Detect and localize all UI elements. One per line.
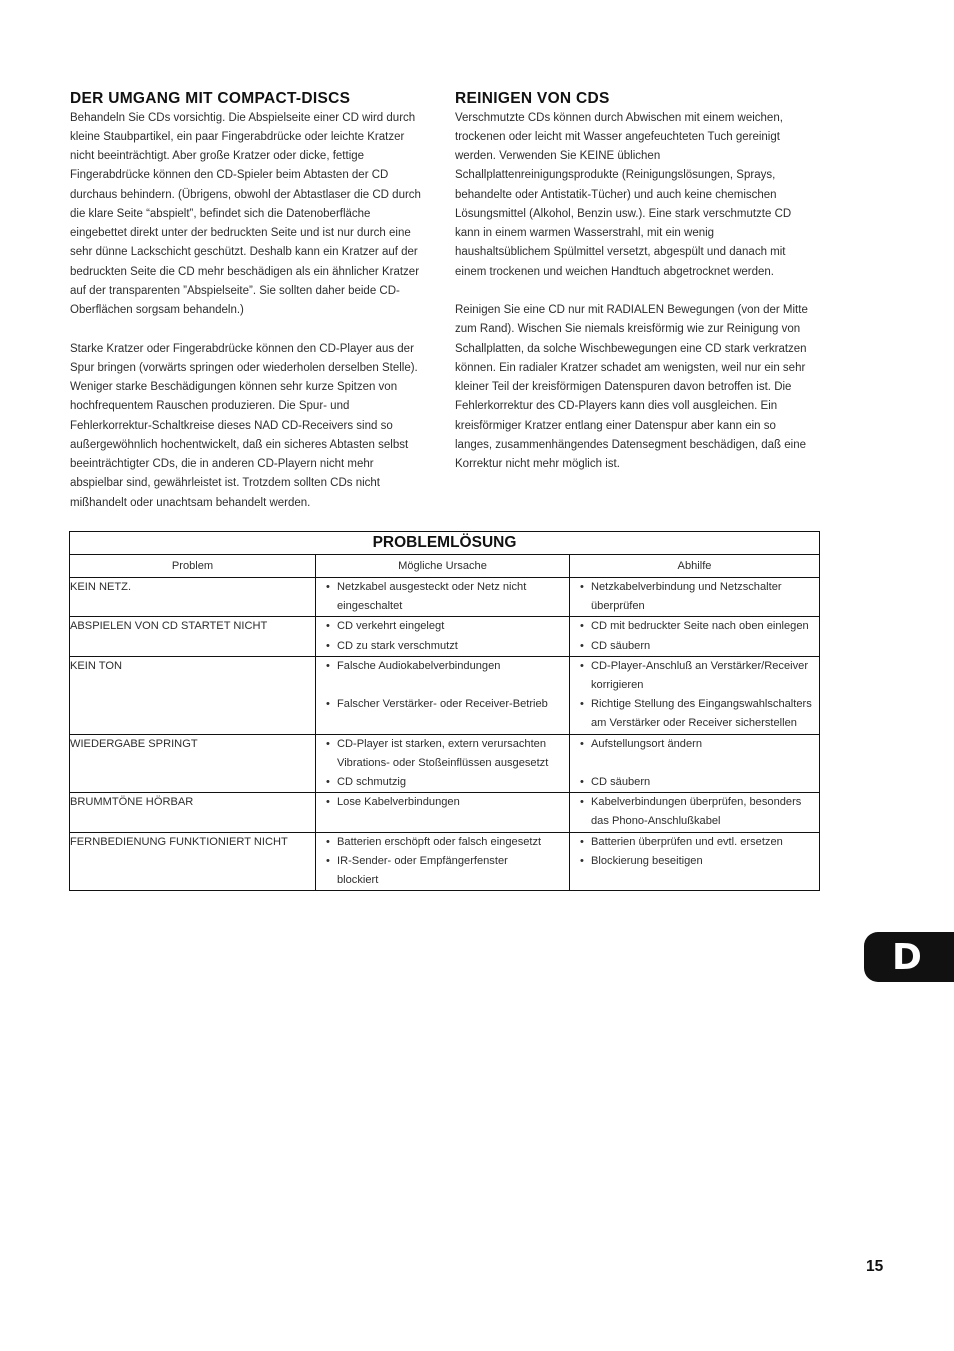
remedy-text: das Phono-Anschlußkabel	[591, 815, 721, 828]
cause-cell	[316, 734, 570, 793]
cause-text: Vibrations- oder Stoßeinflüssen ausgesetzt	[337, 756, 549, 769]
table-row	[70, 793, 820, 832]
text-line: abspielbar sind, gewährleistet ist. Trotzdem sollten CDs nicht	[70, 477, 381, 490]
text-line: kleine Staubpartikel, ein paar Fingerabdrücke oder leichte Kratzer	[70, 130, 405, 143]
section-tab-label: D	[892, 936, 922, 978]
bullet-icon: •	[326, 737, 330, 750]
cause-text: CD verkehrt eingelegt	[337, 620, 445, 633]
text-line: Lösungsmittel (Alkohol, Benzin usw.). Eine stark verschmutzte CD	[455, 207, 792, 220]
text-line: die klare Seite “abspielt”, befindet sich die Datenoberfläche	[70, 207, 371, 220]
problem-cell: FERNBEDIENUNG FUNKTIONIERT NICHT	[70, 832, 316, 891]
paragraph	[70, 340, 442, 513]
bullet-icon: •	[326, 854, 330, 867]
cause-cell	[316, 793, 570, 832]
cause-text: Falscher Verstärker- oder Receiver-Betrieb	[337, 698, 548, 711]
bullet-icon: •	[326, 698, 330, 711]
cause-item	[316, 852, 569, 890]
remedy-text: am Verstärker oder Receiver sicherstellen	[591, 717, 797, 730]
text-line: auf der transparenten ”Abspielseite”. Sie sollten daher beide CD-	[70, 284, 400, 297]
cause-item	[316, 773, 569, 792]
bullet-icon: •	[326, 796, 330, 809]
cause-text: Lose Kabelverbindungen	[337, 796, 460, 809]
cause-text: CD schmutzig	[337, 776, 407, 789]
table-row	[70, 656, 820, 734]
body-column-right	[455, 109, 835, 475]
text-line: Verschmutzte CDs können durch Abwischen mit einem weichen,	[455, 111, 783, 124]
table-row	[70, 734, 820, 793]
cause-cell	[316, 832, 570, 891]
bullet-icon: •	[580, 698, 584, 711]
text-line: mißhandelt oder unachtsam behandelt werden.	[70, 496, 311, 509]
bullet-icon: •	[580, 854, 584, 867]
problem-cell: BRUMMTÖNE HÖRBAR	[70, 793, 316, 832]
text-line: kreisförmiger Kratzer entlang einer Datenspur aber kann ein so	[455, 419, 776, 432]
text-line: Fehlerkorrektur-Schaltkreise dieses NAD CD-Receivers sind so	[70, 419, 393, 432]
cause-item	[316, 833, 569, 852]
remedy-text: Blockierung beseitigen	[591, 854, 703, 867]
text-line: Spur bringen (vorwärts springen oder wiederholen derselben Stelle).	[70, 361, 418, 374]
paragraph	[455, 109, 835, 282]
text-line: Fingerabdrücke können den CD-Spieler beim Abtasten der CD	[70, 169, 389, 182]
remedy-item	[570, 735, 819, 773]
bullet-icon: •	[326, 776, 330, 789]
column-header-remedy: Abhilfe	[570, 555, 820, 578]
cause-cell	[316, 656, 570, 734]
table-title-row	[70, 532, 820, 555]
remedy-text: CD säubern	[591, 639, 651, 652]
problem-cell: WIEDERGABE SPRINGT	[70, 734, 316, 793]
remedy-text: Netzkabelverbindung und Netzschalter	[591, 581, 782, 593]
table-row	[70, 832, 820, 891]
remedy-item	[570, 617, 819, 636]
text-line: Korrektur nicht mehr möglich ist.	[455, 458, 620, 470]
page-number: 15	[866, 1258, 884, 1275]
text-line: Reinigen Sie eine CD nur mit RADIALEN Bewegungen (von der Mitte	[455, 304, 808, 316]
remedy-text: Kabelverbindungen überprüfen, besonders	[591, 796, 802, 809]
bullet-icon: •	[580, 639, 584, 652]
text-line: Fehlerkorrektur des CD-Players kann dies voll ausgleichen. Ein	[455, 400, 778, 413]
text-line: Behandeln Sie CDs vorsichtig. Die Abspielseite einer CD wird durch	[70, 111, 416, 124]
remedy-cell	[570, 832, 820, 891]
text-line: werden. Verwenden Sie KEINE üblichen	[455, 150, 661, 162]
cause-item	[316, 735, 569, 773]
remedy-text: überprüfen	[591, 600, 645, 613]
section-tab	[864, 932, 954, 982]
bullet-icon: •	[580, 796, 584, 809]
bullet-icon: •	[326, 835, 330, 848]
text-line: hochfrequentem Rauschen produzieren. Die Spur- und	[70, 400, 350, 413]
text-line: zum Rand). Wischen Sie niemals kreisförmig wie zur Reinigung von	[455, 323, 801, 336]
problem-cell: ABSPIELEN VON CD STARTET NICHT	[70, 617, 316, 656]
cause-text: eingeschaltet	[337, 600, 403, 613]
remedy-item	[570, 657, 819, 695]
cause-item	[316, 793, 569, 831]
text-line: bedruckten Seite die CD mehr beschädigen als ein ähnlicher Kratzer	[70, 265, 420, 278]
remedy-item	[570, 773, 819, 792]
text-line: durchaus behindern. (Übrigens, obwohl der Abtastlaser die CD durch	[70, 188, 421, 201]
text-line: kann in einem warmen Wasserstrahl, mit ein wenig	[455, 227, 715, 239]
bullet-icon: •	[580, 835, 584, 848]
remedy-text: korrigieren	[591, 679, 644, 692]
text-line: nicht beeinträchtigt. Aber große Kratzer oder dicke, fettige	[70, 150, 365, 162]
text-line: Schallplatten, da solche Wischbewegungen eine CD stark verkratzen	[455, 342, 807, 355]
text-line: langes, zusammenhängendes Datensegment beschädigen, daß eine	[455, 438, 806, 451]
column-header-cause: Mögliche Ursache	[316, 555, 570, 578]
cause-text: CD zu stark verschmutzt	[337, 639, 458, 652]
bullet-icon: •	[580, 620, 584, 633]
bullet-icon: •	[580, 737, 584, 750]
section-heading-cd-handling: DER UMGANG MIT COMPACT-DISCS	[70, 90, 351, 107]
text-line: haushaltsüblichem Spülmittel versetzt, abgespült und danach mit	[455, 246, 786, 259]
cause-item	[316, 657, 569, 695]
paragraph	[455, 301, 835, 474]
text-line: beeinträchtigter CDs, die in anderen CD-Playern nicht mehr	[70, 458, 374, 470]
text-line: Weniger starke Beschädigungen können sehr kurze Spitzen von	[70, 381, 398, 393]
table-body	[70, 578, 820, 891]
text-line: trockenen oder leicht mit Wasser angefeuchteten Tuch gereinigt	[455, 130, 780, 143]
section-heading-cd-cleaning: REINIGEN VON CDS	[455, 90, 610, 107]
remedy-item	[570, 833, 819, 852]
remedy-item	[570, 793, 819, 831]
bullet-icon: •	[580, 776, 584, 789]
text-line: behandelte oder Antistatik-Tücher) und auch keine chemischen	[455, 188, 777, 201]
problem-cell: KEIN TON	[70, 656, 316, 734]
remedy-cell	[570, 734, 820, 793]
cause-text: IR-Sender- oder Empfängerfenster	[337, 854, 508, 867]
remedy-item	[570, 578, 819, 616]
bullet-icon: •	[326, 659, 330, 672]
bullet-icon: •	[580, 659, 584, 672]
text-line: Starke Kratzer oder Fingerabdrücke können den CD-Player aus der	[70, 342, 414, 355]
bullet-icon: •	[326, 639, 330, 652]
remedy-text: CD-Player-Anschluß an Verstärker/Receiver	[591, 659, 809, 672]
remedy-text: CD mit bedruckter Seite nach oben einlegen	[591, 620, 809, 633]
remedy-item	[570, 637, 819, 656]
problem-cell: KEIN NETZ.	[70, 578, 316, 617]
text-line: sehr dünne Lackschicht geschützt. Deshalb kann ein Kratzer auf der	[70, 246, 418, 259]
text-line: können. Ein radialer Kratzer schadet am wenigsten, weil nur ein sehr	[455, 361, 806, 374]
cause-item	[316, 578, 569, 616]
remedy-cell	[570, 617, 820, 656]
cause-text: CD-Player ist starken, extern verursachten	[337, 737, 547, 750]
table-row	[70, 578, 820, 617]
remedy-text: CD säubern	[591, 776, 651, 789]
body-column-left	[70, 109, 442, 513]
text-line: eingebettet direkt unter der bedruckten Seite und ist nur durch eine	[70, 227, 411, 239]
paragraph	[70, 109, 442, 321]
remedy-text: Batterien überprüfen und evtl. ersetzen	[591, 835, 783, 848]
cause-item	[316, 617, 569, 636]
text-line: Schallplattenreinigungsprodukte (Reinigungslösungen, Sprays,	[455, 169, 776, 182]
table-header-row	[70, 555, 820, 578]
bullet-icon: •	[326, 581, 330, 593]
cause-cell	[316, 578, 570, 617]
cause-item	[316, 637, 569, 656]
cause-item	[316, 695, 569, 733]
remedy-cell	[570, 656, 820, 734]
cause-text: blockiert	[337, 874, 379, 887]
remedy-text: Richtige Stellung des Eingangswahlschalters	[591, 698, 812, 711]
text-line: kleiner Teil der kreisförmigen Datenspuren davon betroffen ist. Die	[455, 381, 792, 393]
cause-cell	[316, 617, 570, 656]
remedy-text: Aufstellungsort ändern	[591, 737, 703, 750]
bullet-icon: •	[326, 620, 330, 633]
remedy-cell	[570, 793, 820, 832]
troubleshooting-table	[69, 531, 820, 891]
text-line: einem trockenen und weichen Handtuch abgetrocknet werden.	[455, 265, 775, 278]
cause-text: Netzkabel ausgesteckt oder Netz nicht	[337, 581, 527, 593]
column-header-problem: Problem	[70, 555, 316, 578]
cause-text: Batterien erschöpft oder falsch eingesetzt	[337, 835, 542, 848]
remedy-item	[570, 852, 819, 890]
remedy-cell	[570, 578, 820, 617]
table-title: PROBLEMLÖSUNG	[70, 532, 820, 555]
table-row	[70, 617, 820, 656]
cause-text: Falsche Audiokabelverbindungen	[337, 659, 501, 672]
text-line: außergewöhnlich hochentwickelt, daß ein sicheres Abtasten selbst	[70, 438, 409, 451]
remedy-item	[570, 695, 819, 733]
text-line: Oberflächen sorgsam behandeln.)	[70, 304, 244, 316]
bullet-icon: •	[580, 581, 584, 593]
